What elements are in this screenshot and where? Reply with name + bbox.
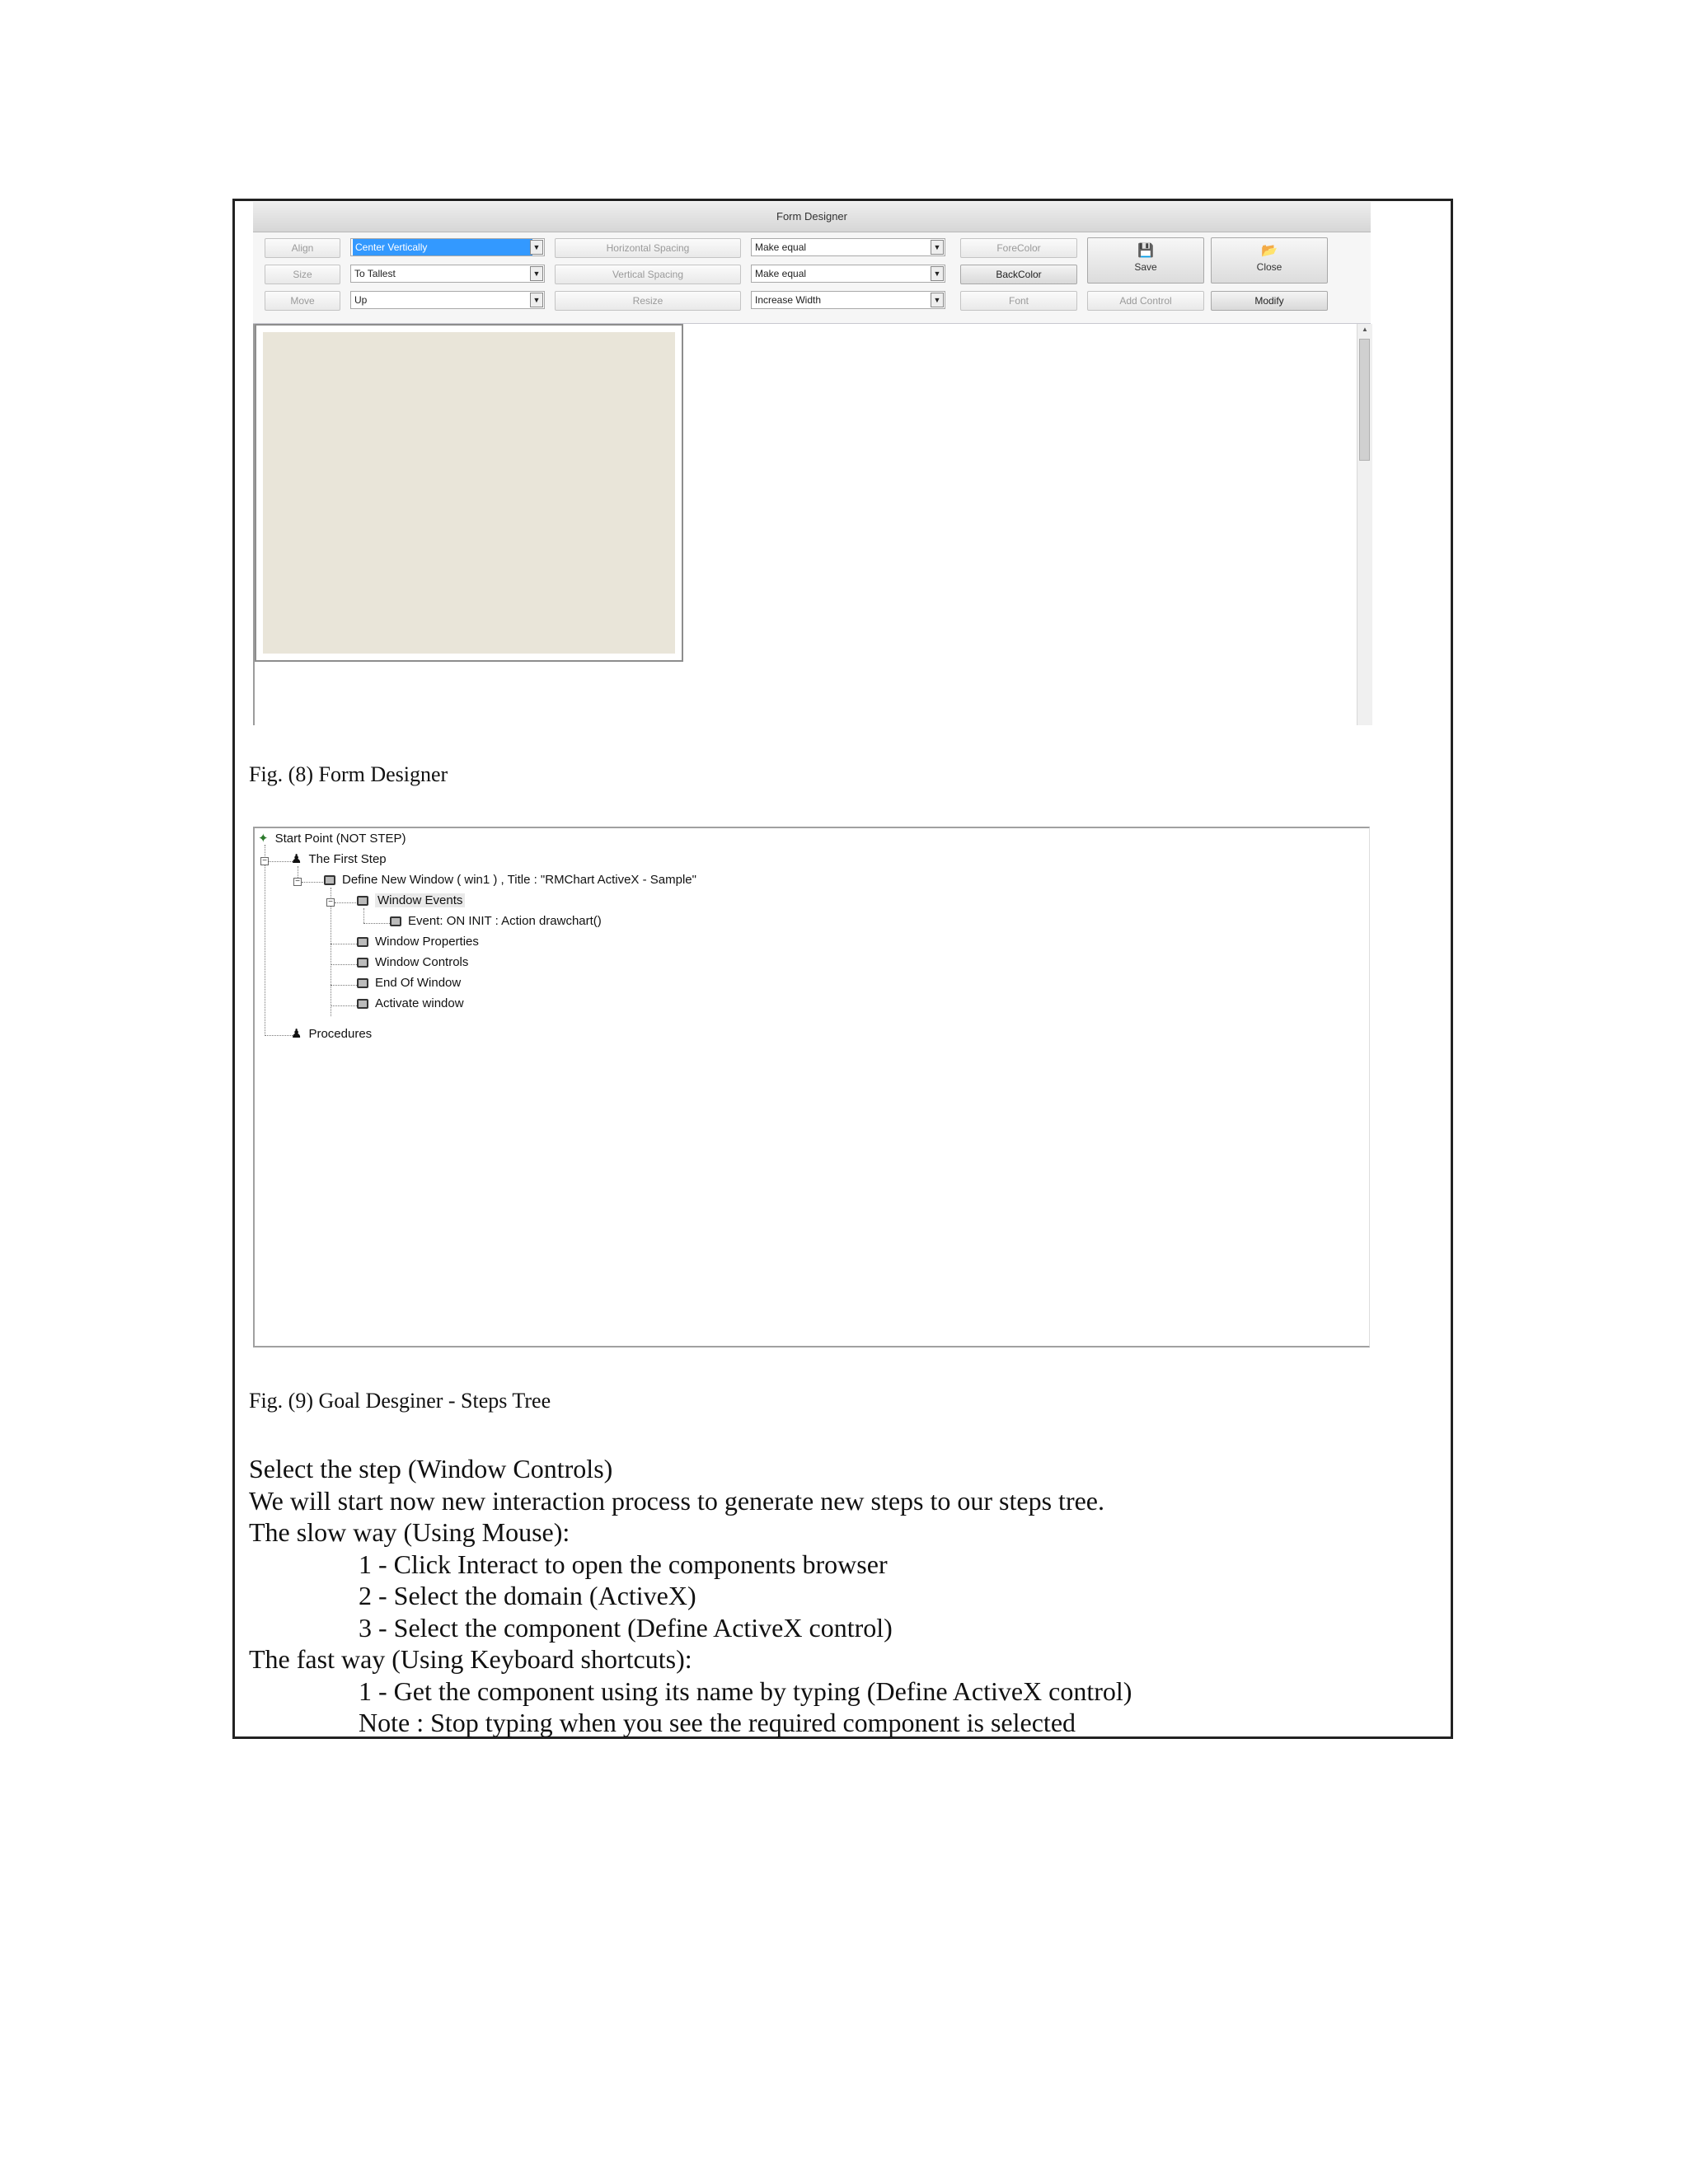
font-button[interactable]: Font bbox=[960, 291, 1077, 311]
form-designer-screenshot bbox=[251, 202, 1371, 725]
instructions-text bbox=[249, 1453, 1132, 1739]
vertical-scrollbar[interactable] bbox=[1357, 324, 1372, 725]
step-box-icon bbox=[357, 978, 368, 988]
tree-connector bbox=[363, 908, 364, 923]
collapse-icon[interactable]: − bbox=[293, 878, 302, 886]
instruction-step: 1 - Click Interact to open the components browser bbox=[359, 1549, 888, 1579]
figure-9-caption: Fig. (9) Goal Desginer - Steps Tree bbox=[249, 1389, 551, 1413]
tree-node-window-properties[interactable]: Window Properties bbox=[357, 933, 479, 951]
align-select[interactable]: Center Vertically ▼ bbox=[350, 238, 545, 256]
chevron-down-icon[interactable]: ▼ bbox=[931, 293, 944, 307]
chevron-down-icon[interactable]: ▼ bbox=[530, 266, 543, 281]
tree-connector bbox=[363, 923, 392, 924]
vertical-spacing-select[interactable]: Make equal ▼ bbox=[751, 265, 945, 283]
step-box-icon bbox=[357, 999, 368, 1009]
resize-button[interactable]: Resize bbox=[555, 291, 741, 311]
tree-node-first-step[interactable]: ♟ The First Step bbox=[291, 852, 387, 866]
tree-node-window-controls[interactable]: Window Controls bbox=[357, 954, 468, 972]
tree-node-event-on-init[interactable]: Event: ON INIT : Action drawchart() bbox=[390, 912, 602, 930]
modify-button[interactable]: Modify bbox=[1211, 291, 1328, 311]
close-button[interactable]: 📂 Close bbox=[1211, 237, 1328, 284]
start-point-icon: ✦ bbox=[258, 832, 269, 846]
step-box-icon bbox=[357, 937, 368, 947]
instruction-line: The slow way (Using Mouse): bbox=[249, 1517, 570, 1547]
designer-toolbar bbox=[253, 232, 1371, 325]
folder-open-icon: 📂 bbox=[1261, 244, 1278, 258]
tree-connector bbox=[335, 902, 358, 903]
add-control-button[interactable]: Add Control bbox=[1087, 291, 1204, 311]
tree-node-end-of-window[interactable]: End Of Window bbox=[357, 974, 461, 992]
instruction-line: The fast way (Using Keyboard shortcuts): bbox=[249, 1644, 692, 1674]
tree-connector bbox=[331, 1005, 359, 1006]
move-button[interactable]: Move bbox=[265, 291, 340, 311]
backcolor-button[interactable]: BackColor bbox=[960, 265, 1077, 284]
resize-select[interactable]: Increase Width ▼ bbox=[751, 291, 945, 309]
tree-connector bbox=[331, 964, 359, 965]
window-title: Form Designer bbox=[253, 202, 1371, 232]
step-box-icon bbox=[357, 896, 368, 906]
instruction-line: Select the step (Window Controls) bbox=[249, 1454, 613, 1483]
step-person-icon: ♟ bbox=[291, 852, 302, 866]
figure-8-caption: Fig. (8) Form Designer bbox=[249, 762, 448, 786]
tree-connector bbox=[302, 882, 325, 883]
horizontal-spacing-button[interactable]: Horizontal Spacing bbox=[555, 238, 741, 258]
collapse-icon[interactable]: − bbox=[326, 898, 335, 907]
scroll-up-icon[interactable]: ▲ bbox=[1362, 326, 1368, 333]
move-select[interactable]: Up ▼ bbox=[350, 291, 545, 309]
instruction-step: 2 - Select the domain (ActiveX) bbox=[359, 1581, 696, 1610]
chevron-down-icon[interactable]: ▼ bbox=[931, 266, 944, 281]
designed-window[interactable] bbox=[255, 324, 683, 662]
save-button[interactable]: 💾 Save bbox=[1087, 237, 1204, 284]
step-person-icon: ♟ bbox=[291, 1027, 302, 1041]
instruction-step: 1 - Get the component using its name by typing (Define ActiveX control) bbox=[359, 1675, 1132, 1706]
chevron-down-icon[interactable]: ▼ bbox=[931, 240, 944, 255]
tree-connector bbox=[331, 985, 359, 986]
steps-tree bbox=[253, 827, 1370, 1347]
tree-connector bbox=[265, 1035, 293, 1036]
floppy-disk-icon: 💾 bbox=[1137, 244, 1154, 258]
chevron-down-icon[interactable]: ▼ bbox=[530, 240, 543, 255]
collapse-icon[interactable]: − bbox=[260, 857, 269, 865]
size-select[interactable]: To Tallest ▼ bbox=[350, 265, 545, 283]
tree-node-start-point[interactable]: ✦ Start Point (NOT STEP) bbox=[258, 832, 406, 846]
step-box-icon bbox=[390, 916, 401, 926]
forecolor-button[interactable]: ForeColor bbox=[960, 238, 1077, 258]
horizontal-spacing-select[interactable]: Make equal ▼ bbox=[751, 238, 945, 256]
step-box-icon bbox=[324, 875, 335, 885]
tree-node-define-window[interactable]: Define New Window ( win1 ) , Title : "RMChart ActiveX - Sample" bbox=[324, 871, 696, 889]
vertical-spacing-button[interactable]: Vertical Spacing bbox=[555, 265, 741, 284]
instruction-step: 3 - Select the component (Define ActiveX control) bbox=[359, 1612, 893, 1643]
design-canvas bbox=[253, 324, 1372, 725]
instruction-note: Note : Stop typing when you see the required component is selected bbox=[359, 1708, 1076, 1737]
tree-node-window-events[interactable]: Window Events bbox=[357, 892, 465, 910]
window-client-area[interactable] bbox=[263, 332, 675, 654]
step-box-icon bbox=[357, 958, 368, 968]
instruction-line: We will start now new interaction process to generate new steps to our steps tree. bbox=[249, 1485, 1104, 1516]
tree-node-activate-window[interactable]: Activate window bbox=[357, 995, 464, 1013]
size-button[interactable]: Size bbox=[265, 265, 340, 284]
tree-connector bbox=[269, 861, 293, 862]
align-button[interactable]: Align bbox=[265, 238, 340, 258]
scrollbar-thumb[interactable] bbox=[1359, 339, 1370, 461]
tree-node-procedures[interactable]: ♟ Procedures bbox=[291, 1027, 373, 1041]
chevron-down-icon[interactable]: ▼ bbox=[530, 293, 543, 307]
